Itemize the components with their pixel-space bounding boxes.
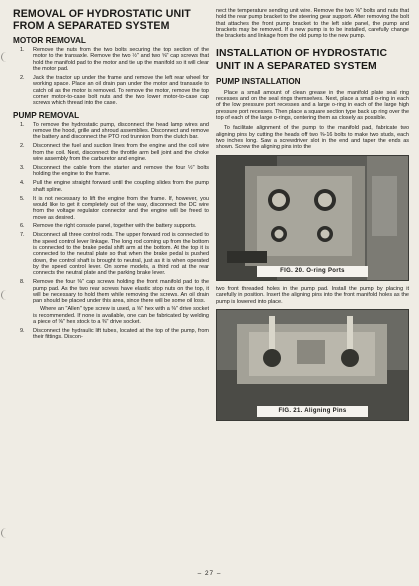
title-line: UNIT IN A SEPARATED SYSTEM xyxy=(216,60,377,72)
step-number: 8. xyxy=(20,279,25,286)
left-column xyxy=(13,8,209,343)
figure-20-caption: FIG. 20. O-ring Ports xyxy=(257,266,368,277)
step-text: Remove the four ⅜" cap screws holding the front manifold pad to the pump pad. As the two rear screws have elastic stop nuts on the top, it will be necessary to hold them while removing the screws. An oil drain pan should be placed under this area, since there will be some oil loss. xyxy=(33,279,209,305)
step-number: 4. xyxy=(20,180,25,187)
installation-title xyxy=(216,47,409,73)
binder-hole-mark xyxy=(1,290,6,300)
step-number: 1. xyxy=(20,121,25,128)
step-number: 5. xyxy=(20,195,25,202)
step-text: Disconnect the hydraulic lift tubes, located at the top of the pump, from their fittings. Discon- xyxy=(33,328,209,341)
o-ring-ports-photo xyxy=(217,156,409,281)
step-text: It is not necessary to lift the engine from the frame. If, however, you would like to get it completely out of the way, disconnect the DC wire from the voltage regulator connector and the engine will be freed to move as desired. xyxy=(33,195,209,221)
right-column xyxy=(216,8,409,421)
list-item xyxy=(13,122,209,141)
pump-removal-steps-continued xyxy=(13,328,209,341)
list-item xyxy=(13,165,209,178)
step-text: Disconnect the fuel and suction lines from the engine and the coil wire from the coil. Next, disconnect the throttle arm bell joint and the choke wire assembly from the carburetor and engine. xyxy=(33,143,209,162)
continued-paragraph: nect the temperature sending unit wire. Remove the two ⅝" bolts and nuts that hold the rear pump bracket to the steering gear support. After removing the bolt that attaches the front pump bracket to the left side panel, the pump and brackets may be removed. If a new pump is to be installed, carefully change the brackets and linkage from the old pump to the new pump. xyxy=(216,8,409,40)
binder-hole-mark xyxy=(1,528,6,538)
list-item xyxy=(13,75,209,107)
figure-21-photo xyxy=(216,309,409,421)
aligning-pins-photo xyxy=(217,310,409,421)
list-item xyxy=(13,143,209,162)
motor-removal-steps xyxy=(13,47,209,107)
step-text: Disconnect all three control rods. The upper forward rod is connected to the speed control lever linkage. The long rod coming up from the bottom is connected to the brake pedal shift arm at the bottom. At the top it is connected to the neutral plate so that when the brake pedal is pushed down, the control shaft is brought to neutral, just as it is when operated by the speed control lever. On some models, a third rod at the rear connects the neutral plate and the parking brake lever. xyxy=(33,232,209,277)
pump-removal-steps xyxy=(13,122,209,305)
allen-screw-note: Where an "Allen" type screw is used, a ⅝" hex with a ⅜" drive socket is recommended. If none is available, one can be fabricated by welding a piece of ⅝" hex stock to a ⅜" drive socket. xyxy=(33,306,209,326)
step-number: 2. xyxy=(20,74,25,81)
step-number: 7. xyxy=(20,232,25,239)
title-line: INSTALLATION OF HYDROSTATIC xyxy=(216,47,388,59)
body-paragraph: two front threaded holes in the pump pad. Install the pump by placing it carefully in position. Insert the aligning pins into the front manifold holes as the pump is lowered into place. xyxy=(216,285,409,305)
step-text: Remove the nuts from the two bolts securing the top section of the motor to the transaxle. Remove the two ½" and two ⅝" cap screws that hold the manifold pad to the motor and tie up the manifold so it will clear the motor pad. xyxy=(33,47,209,73)
figure-20-photo xyxy=(216,155,409,281)
pump-installation-heading: PUMP INSTALLATION xyxy=(216,76,301,86)
step-number: 2. xyxy=(20,143,25,150)
page-number: – 27 – xyxy=(197,570,222,577)
step-text: Pull the engine straight forward until the coupling slides from the pump shaft spline. xyxy=(33,180,209,193)
step-text: Jack the tractor up under the frame and remove the left rear wheel for working space. Place an oil drain pan under the motor and transaxle to catch oil as the motor is removed. To remove the motor, remove the top corner motor-to-case bolt nuts and the two lower motor-to-case cap screws which thread into the case. xyxy=(33,74,209,107)
step-text: Remove the right console panel, together with the battery supports. xyxy=(33,223,197,230)
pump-removal-heading: PUMP REMOVAL xyxy=(13,110,80,120)
list-item xyxy=(13,196,209,221)
list-item xyxy=(13,223,209,229)
step-number: 6. xyxy=(20,223,25,230)
step-number: 3. xyxy=(20,164,25,171)
step-number: 9. xyxy=(20,328,25,334)
list-item xyxy=(13,279,209,304)
section-title xyxy=(13,8,209,32)
motor-removal-heading: MOTOR REMOVAL xyxy=(13,36,86,45)
step-number: 1. xyxy=(20,47,25,53)
title-line: FROM A SEPARATED SYSTEM xyxy=(13,20,170,32)
body-paragraph: To facilitate alignment of the pump to the manifold pad, fabricate two aligning pins by cutting the heads off two ⅜-16 bolts to make two studs, each two inches long. Saw a screwdriver slot in the end and taper the ends as shown. Screw the aligning pins into the xyxy=(216,125,409,151)
figure-21-caption: FIG. 21. Aligning Pins xyxy=(257,406,368,417)
step-text: Disconnect the cable from the starter and remove the four ½" bolts holding the engine to the frame. xyxy=(33,164,209,178)
body-paragraph: Place a small amount of clean grease in the manifold plate seal ring recesses and on the seal rings themselves. Next, place a small o-ring in each of the low pressure port recesses and a large o-ring in each of the large high pressure port recesses. Then place a square section type back up ring over the top of each of the large o-rings, centering them as closely as possible. xyxy=(216,89,409,122)
step-text: To remove the hydrostatic pump, disconnect the head lamp wires and remove the hood, grille and shroud assemblies. Disconnect and remove the battery and disconnect the PTO rod trunnion from the clutch bar. xyxy=(33,121,209,141)
list-item xyxy=(13,180,209,193)
binder-hole-mark xyxy=(1,52,6,62)
title-line: REMOVAL OF HYDROSTATIC UNIT xyxy=(13,8,191,20)
list-item xyxy=(13,47,209,72)
list-item xyxy=(13,232,209,276)
list-item xyxy=(13,328,209,341)
